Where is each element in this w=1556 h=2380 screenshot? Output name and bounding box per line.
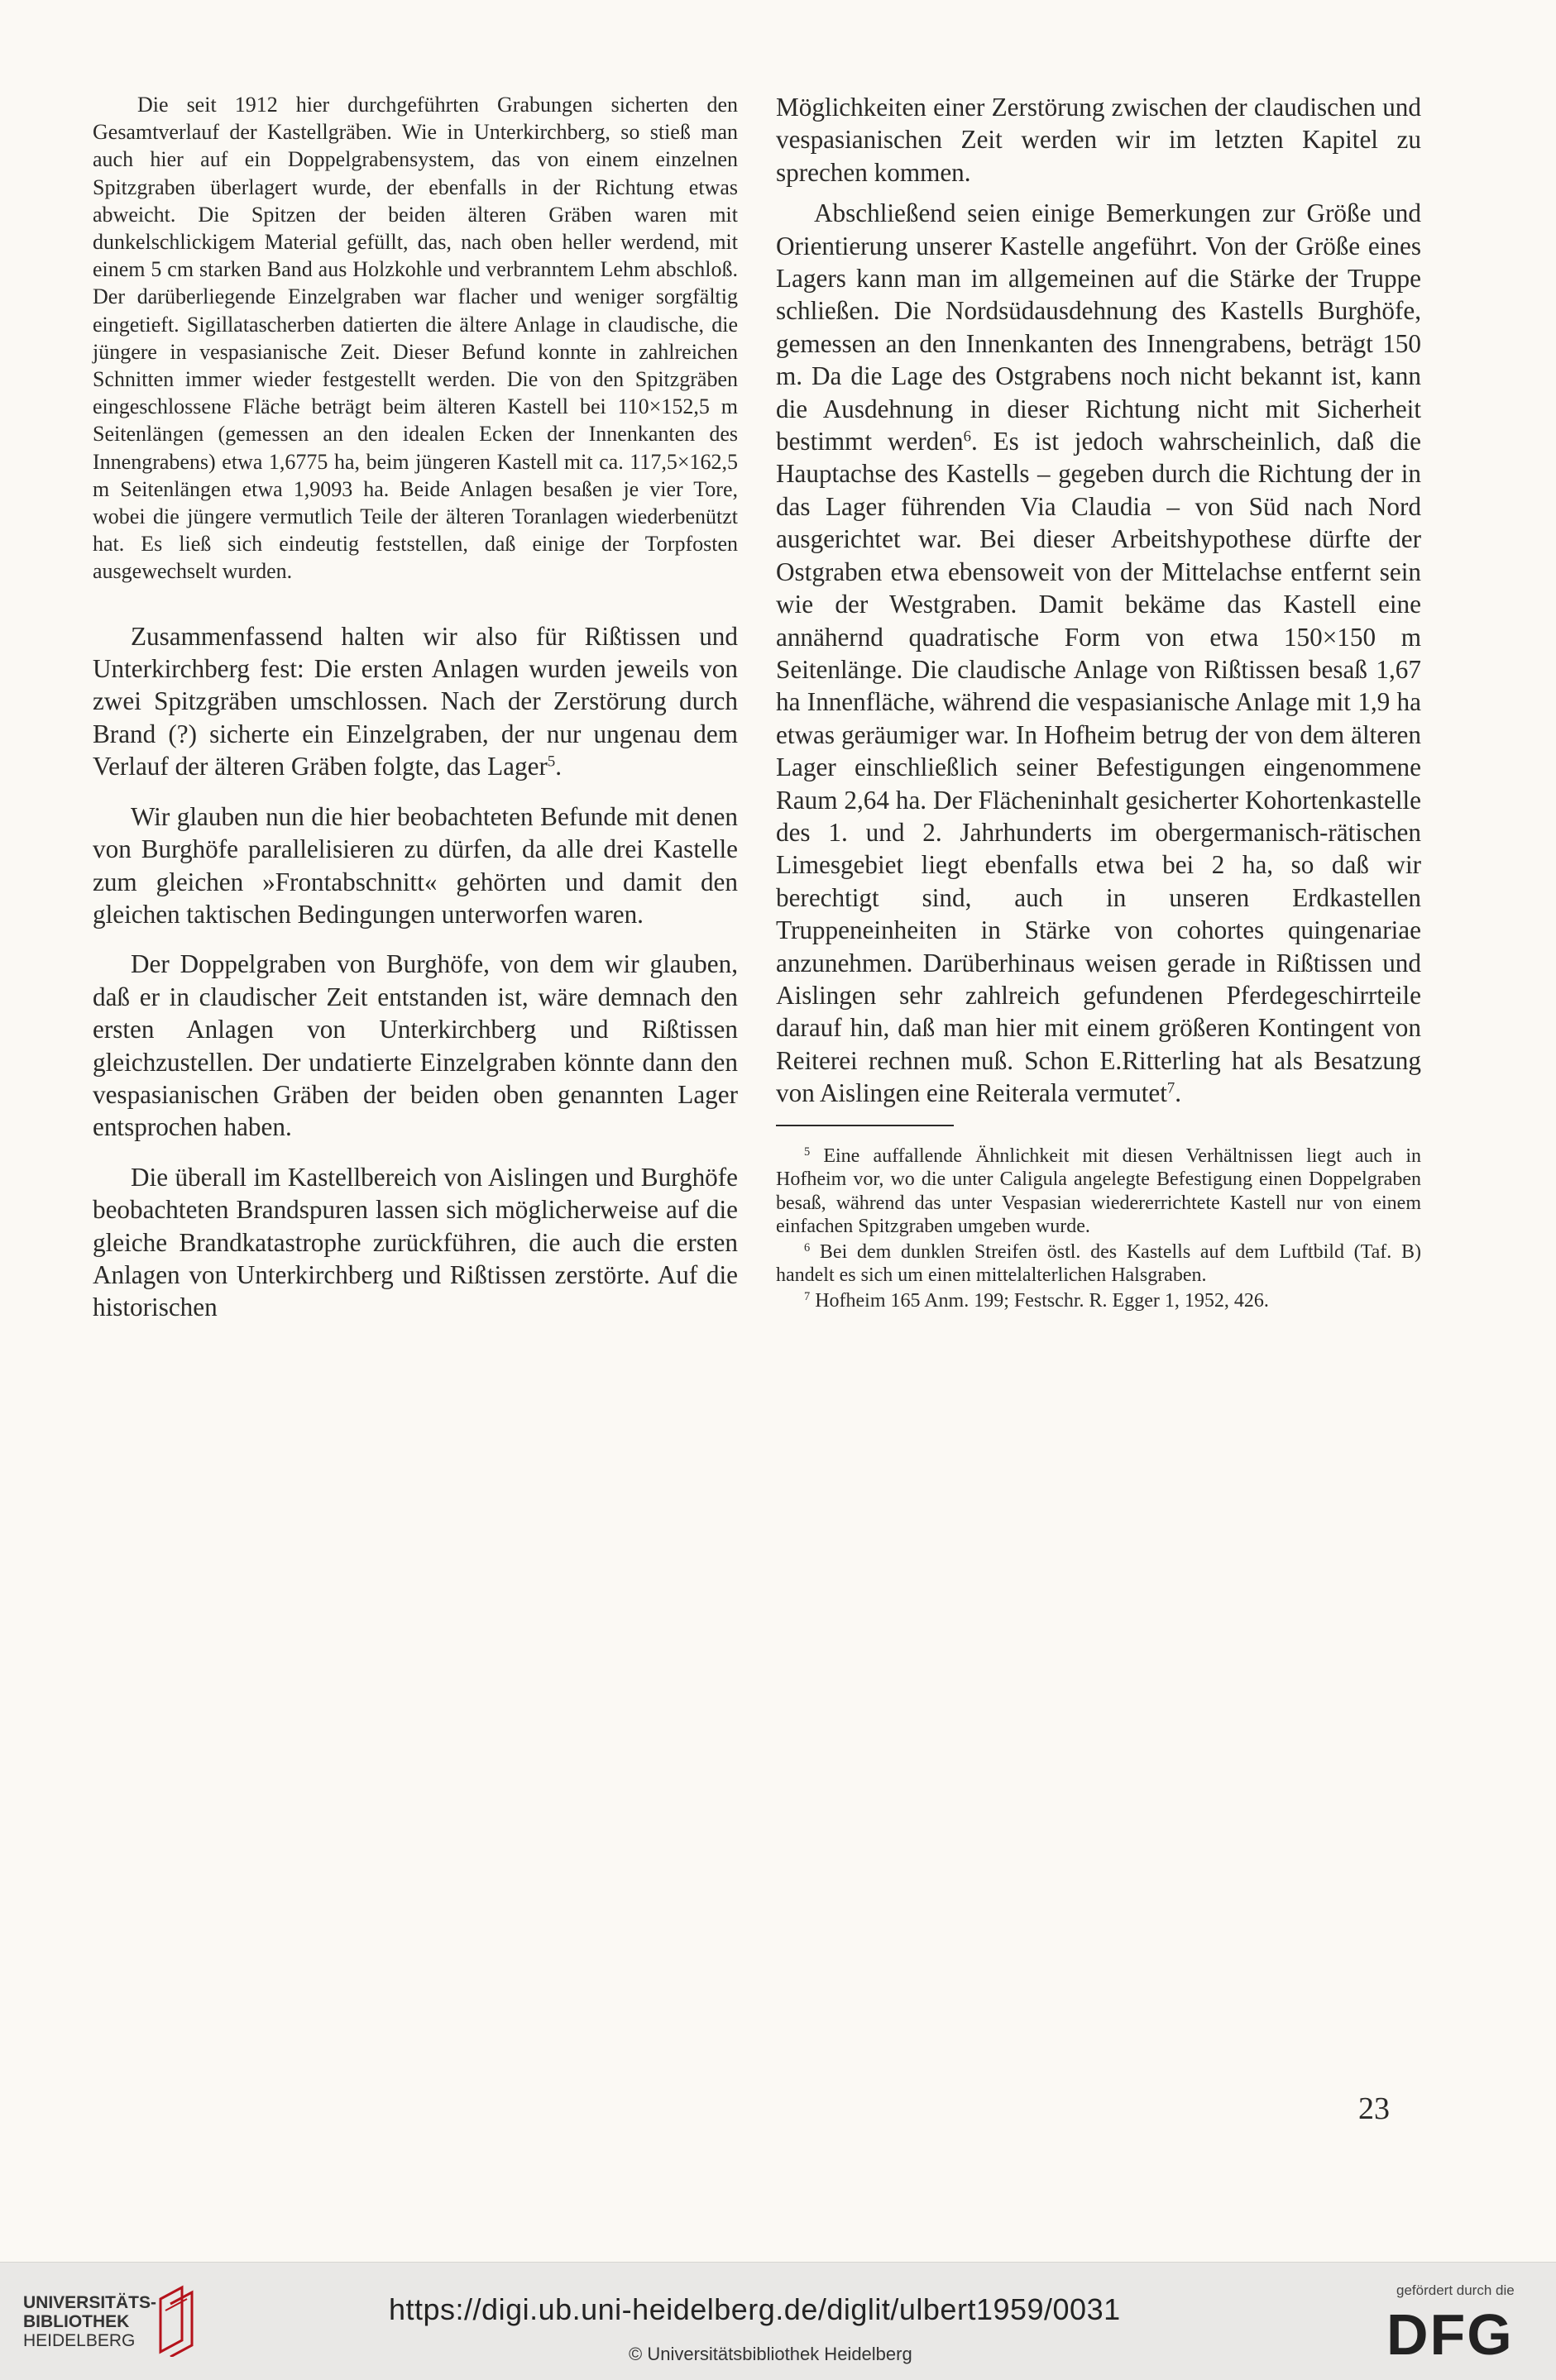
right-column	[776, 91, 1421, 1314]
left-column	[93, 91, 738, 1324]
paragraph: Möglichkeiten einer Zerstörung zwischen der claudischen und vespasianischen Zeit werden wir im letzten Kapitel zu sprechen kommen.	[776, 93, 1421, 187]
library-logo-text[interactable]: UNIVERSITÄTS- BIBLIOTHEK HEIDELBERG	[23, 2293, 157, 2350]
paragraph: Wir glauben nun die hier beobachteten Befunde mit denen von Burghöfe parallelisieren zu dürfen, da alle drei Kastelle zum gleichen »Frontabschnitt« gehörten und damit den gleichen taktischen Bedingungen unterworfen waren.	[93, 801, 738, 929]
footnote-ref[interactable]: 6	[963, 428, 972, 446]
footnote: $^6$ Bei dem dunklen Streifen östl. des Kastells auf dem Luftbild (Taf. B) handelt es sich um einen mittelalterlichen Halsgraben.	[776, 1240, 1421, 1287]
paragraph: Abschließend seien einige Bemerkungen zur Größe und Orientierung unserer Kastelle angeführt. Von der Größe eines Lagers kann man im allgemeinen auf die Stärke der Truppe schließen. Die Nordsüdausdehnung des Kastells Burghöfe, gemessen an den Innenkanten des Innengrabens, beträgt 150 m. Da die Lage des Ostgrabens noch nicht bekannt ist, kann die Ausdehnung in dieser Richtung nicht mit Sicherheit bestimmt werden$^6$. Es ist jedoch wahrscheinlich, daß die Hauptachse des Kastells – gegeben durch die Richtung der in das Lager führenden Via Claudia – von Süd nach Nord ausgerichtet war. Bei dieser Arbeitshypothese dürfte der Ostgraben etwa ebensoweit von der Mittelachse entfernt sein wie der Westgraben. Damit bekäme das Kastell eine annähernd quadratische Form von etwa 150×150 m Seitenlänge. Die claudische Anlage von Rißtissen besaß 1,67 ha Innenfläche, während die vespasianische Anlage mit 1,9 ha etwas geräumiger war. In Hofheim betrug der von dem älteren Lager einschließlich seiner Befestigungen eingenommene Raum 2,64 ha. Der Flächeninhalt gesicherter Kohortenkastelle des 1. und 2. Jahrhunderts im obergermanisch-rätischen Limesgebiet liegt ebenfalls etwa bei 2 ha, so daß wir berechtigt sind, auch in unseren Erdkastellen Truppeneinheiten in Stärke von cohortes quingenariae anzunehmen. Darüberhinaus weisen gerade in Rißtissen und Aislingen sehr zahlreich gefundenen Pferdegeschirrteile darauf hin, daß man hier mit einem größeren Kontingent von Reiterei rechnen muß. Schon E.Ritterling hat als Besatzung von Aislingen eine Reiterala vermutet$^7$.	[776, 198, 1421, 1108]
document-url-link[interactable]: https://digi.ub.uni-heidelberg.de/diglit/ulbert1959/0031	[389, 2292, 1121, 2326]
paragraph: Die seit 1912 hier durchgeführten Grabungen sicherten den Gesamtverlauf der Kastellgräben. Wie in Unterkirchberg, so stieß man auch hier auf ein Doppelgrabensystem, das von einem einzelnen Spitzgraben überlagert wurde, der ebenfalls in der Richtung etwas abweicht. Die Spitzen der beiden älteren Gräben waren mit dunkelschlickigem Material gefüllt, das, nach oben heller werdend, mit einem 5 cm starken Band aus Holzkohle und verbranntem Lehm abschloß. Der darüberliegende Einzelgraben war flacher und weniger sorgfältig eingetieft. Sigillatascherben datierten die ältere Anlage in claudische, die jüngere in vespasianische Zeit. Dieser Befund konnte in zahlreichen Schnitten immer wieder festgestellt werden. Die von den Spitzgräben eingeschlossene Fläche beträgt beim älteren Kastell bei 110×152,5 m Seitenlängen (gemessen an den idealen Ecken der Innenkanten des Innengrabens) etwa 1,6775 ha, beim jüngeren Kastell mit ca. 117,5×162,5 m Seitenlängen etwa 1,9093 ha. Beide Anlagen besaßen je vier Tore, wobei die jüngere vermutlich Teile der älteren Toranlagen wiederbenützt hat. Es ließ sich eindeutig feststellen, daß einige der Torpfosten ausgewechselt wurden.	[93, 93, 738, 584]
paragraph: Der Doppelgraben von Burghöfe, von dem wir glauben, daß er in claudischer Zeit entstanden ist, wäre demnach den ersten Anlagen von Unterkirchberg und Rißtissen gleichzustellen. Der undatierte Einzelgraben könnte dann den vespasianischen Gräben der beiden oben genannten Lager entsprochen haben.	[93, 949, 738, 1142]
footnote: $^5$ Eine auffallende Ähnlichkeit mit diesen Verhältnissen liegt auch in Hofheim vor, wo die unter Caligula angelegte Befestigung einen Doppelgraben besaß, während das unter Vespasian wiedererrichtete Kastell nur von einem einfachen Spitzgraben umgeben wurde.	[776, 1145, 1422, 1238]
footnote-ref[interactable]: 7	[1166, 1079, 1175, 1097]
paragraph: Zusammenfassend halten wir also für Rißtissen und Unterkirchberg fest: Die ersten Anlagen wurden jeweils von zwei Spitzgräben umschlossen. Nach der Zerstörung durch Brand (?) sicherte ein Einzelgraben, der nur ungenau dem Verlauf der älteren Gräben folgte, das Lager$^5$.	[93, 621, 738, 781]
paragraph: Die überall im Kastellbereich von Aislingen und Burghöfe beobachteten Brandspuren lassen sich möglicherweise auf die gleiche Brandkatastrophe zurückführen, die auch die ersten Anlagen von Unterkirchberg und Rißtissen zerstörte. Auf die historischen	[93, 1162, 738, 1322]
page-number: 23	[1358, 2091, 1390, 2126]
dfg-logo[interactable]: DFG	[1386, 2302, 1514, 2367]
copyright-text: © Universitätsbibliothek Heidelberg	[629, 2344, 912, 2364]
footnote: $^7$ Hofheim 165 Anm. 199; Festschr. R. Egger 1, 1952, 426.	[804, 1289, 1269, 1312]
footnote-divider	[776, 1125, 954, 1126]
library-logo-icon[interactable]	[154, 2282, 200, 2357]
footnote-ref[interactable]: 5	[547, 753, 556, 771]
funded-by-label: gefördert durch die	[1396, 2282, 1515, 2298]
footer-bar	[0, 2262, 1556, 2380]
